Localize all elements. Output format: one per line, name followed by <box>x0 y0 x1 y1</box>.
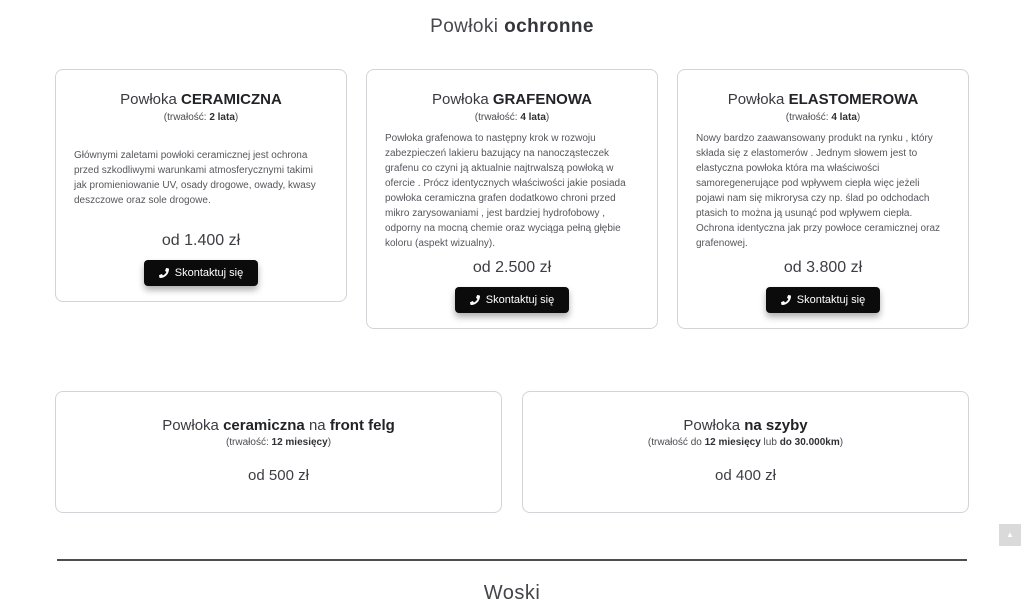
up-arrow-icon: ▲ <box>1006 530 1014 539</box>
phone-icon <box>470 295 480 305</box>
card-price: od 500 zł <box>248 467 309 484</box>
durability-value: 4 lata <box>831 112 857 123</box>
contact-button[interactable] <box>766 287 880 313</box>
contact-button-label: Skontaktuj się <box>485 294 555 306</box>
contact-button-label: Skontaktuj się <box>796 294 866 306</box>
title-seg: Powłoka <box>683 417 745 434</box>
title-seg: Powłoka <box>162 417 224 434</box>
durability-value: 4 lata <box>520 112 546 123</box>
card-title-name: GRAFENOWA <box>492 91 593 108</box>
coating-card-grafenowa <box>366 69 658 329</box>
card-title <box>162 417 395 434</box>
durability-suffix: ) <box>856 112 861 123</box>
coating-card-szyby <box>522 391 969 513</box>
card-description-area <box>678 123 968 259</box>
durability-prefix: (trwałość: <box>785 112 832 123</box>
card-title-prefix: Powłoka <box>727 91 789 108</box>
durability-prefix: (trwałość: <box>474 112 521 123</box>
page-title <box>0 16 1024 38</box>
title-seg: na <box>304 417 330 434</box>
card-price: od 1.400 zł <box>161 232 241 249</box>
card-description: Głównymi zaletami powłoki ceramicznej jest ochrona przed szkodliwymi warunkami atmosferycznymi takimi jak promieniowanie UV, osady drogowe, owady, kwasy deszczowe oraz sole drogowe. <box>74 149 316 206</box>
card-description: Nowy bardzo zaawansowany produkt na rynku , który składa się z elastomerów . Jednym słowem jest to elastyczna powłoka która ma właściwości samoregenerujące pod wpływem ciepła więc jeżeli pojawi nam się mikrorysa czy np. ślad po odchodach ptasich to można ją usunąć pod wpływem ciepła. Ochrona identyczna jak przy powłoce ceramicznej oraz grafenowej. <box>696 133 940 249</box>
contact-button[interactable] <box>144 260 258 286</box>
card-title <box>683 417 807 434</box>
card-title <box>432 91 592 108</box>
coatings-row <box>55 69 969 329</box>
card-title-prefix: Powłoka <box>120 91 182 108</box>
card-description: Powłoka grafenowa to następny krok w rozwoju zabezpieczeń lakieru bazujący na nanocząsteczek grafenu co czyni ją aktualnie najtrwalszą powłoką w ofercie . Prócz identycznych właściwości jakie posiada powłoka ceramiczna grafen dodatkowo chroni przed mikro zarysowaniami , jest bardziej hydrofobowy , odporny na mocną chemie oraz wyciąga pełną głębie koloru (aspekt wizualny). <box>385 133 626 249</box>
card-title-name: ELASTOMEROWA <box>788 91 919 108</box>
card-price: od 2.500 zł <box>472 259 552 276</box>
durability-suffix: ) <box>839 437 844 448</box>
card-durability <box>164 112 238 123</box>
card-price: od 3.800 zł <box>783 259 863 276</box>
durability-suffix: ) <box>545 112 550 123</box>
durability-suffix: ) <box>234 112 239 123</box>
section-divider <box>57 559 967 561</box>
main-content <box>55 69 969 605</box>
durability-prefix: (trwałość: <box>163 112 210 123</box>
durability-value-2: do 30.000km <box>779 437 840 448</box>
phone-icon <box>159 268 169 278</box>
card-title <box>728 91 919 108</box>
card-durability <box>226 437 331 448</box>
card-durability <box>648 437 843 448</box>
card-title-prefix: Powłoka <box>431 91 493 108</box>
coating-card-ceramiczna <box>55 69 347 302</box>
durability-value: 12 miesięcy <box>704 437 761 448</box>
card-title <box>120 91 282 108</box>
card-price: od 400 zł <box>715 467 776 484</box>
durability-suffix: ) <box>327 437 332 448</box>
title-bold: front felg <box>329 417 395 434</box>
card-description-area <box>367 123 657 259</box>
title-bold: na szyby <box>744 417 808 434</box>
page-title-light: Powłoki <box>430 16 505 37</box>
card-durability <box>786 112 860 123</box>
coating-card-front-felg <box>55 391 502 513</box>
card-title-name: CERAMICZNA <box>181 91 282 108</box>
contact-button[interactable] <box>455 287 569 313</box>
title-bold: ceramiczna <box>223 417 305 434</box>
durability-prefix: (trwałość: <box>225 437 272 448</box>
page-title-strong: ochronne <box>504 16 594 37</box>
next-section-title: Woski <box>483 582 541 604</box>
durability-value: 2 lata <box>209 112 235 123</box>
durability-prefix: (trwałość do <box>647 437 705 448</box>
phone-icon <box>781 295 791 305</box>
durability-mid: lub <box>760 437 780 448</box>
durability-value: 12 miesięcy <box>271 437 328 448</box>
scroll-top-button[interactable] <box>999 524 1021 546</box>
card-durability <box>475 112 549 123</box>
contact-button-label: Skontaktuj się <box>174 267 244 279</box>
extra-coatings-row <box>55 391 969 513</box>
card-description-area <box>56 123 346 232</box>
coating-card-elastomerowa <box>677 69 969 329</box>
